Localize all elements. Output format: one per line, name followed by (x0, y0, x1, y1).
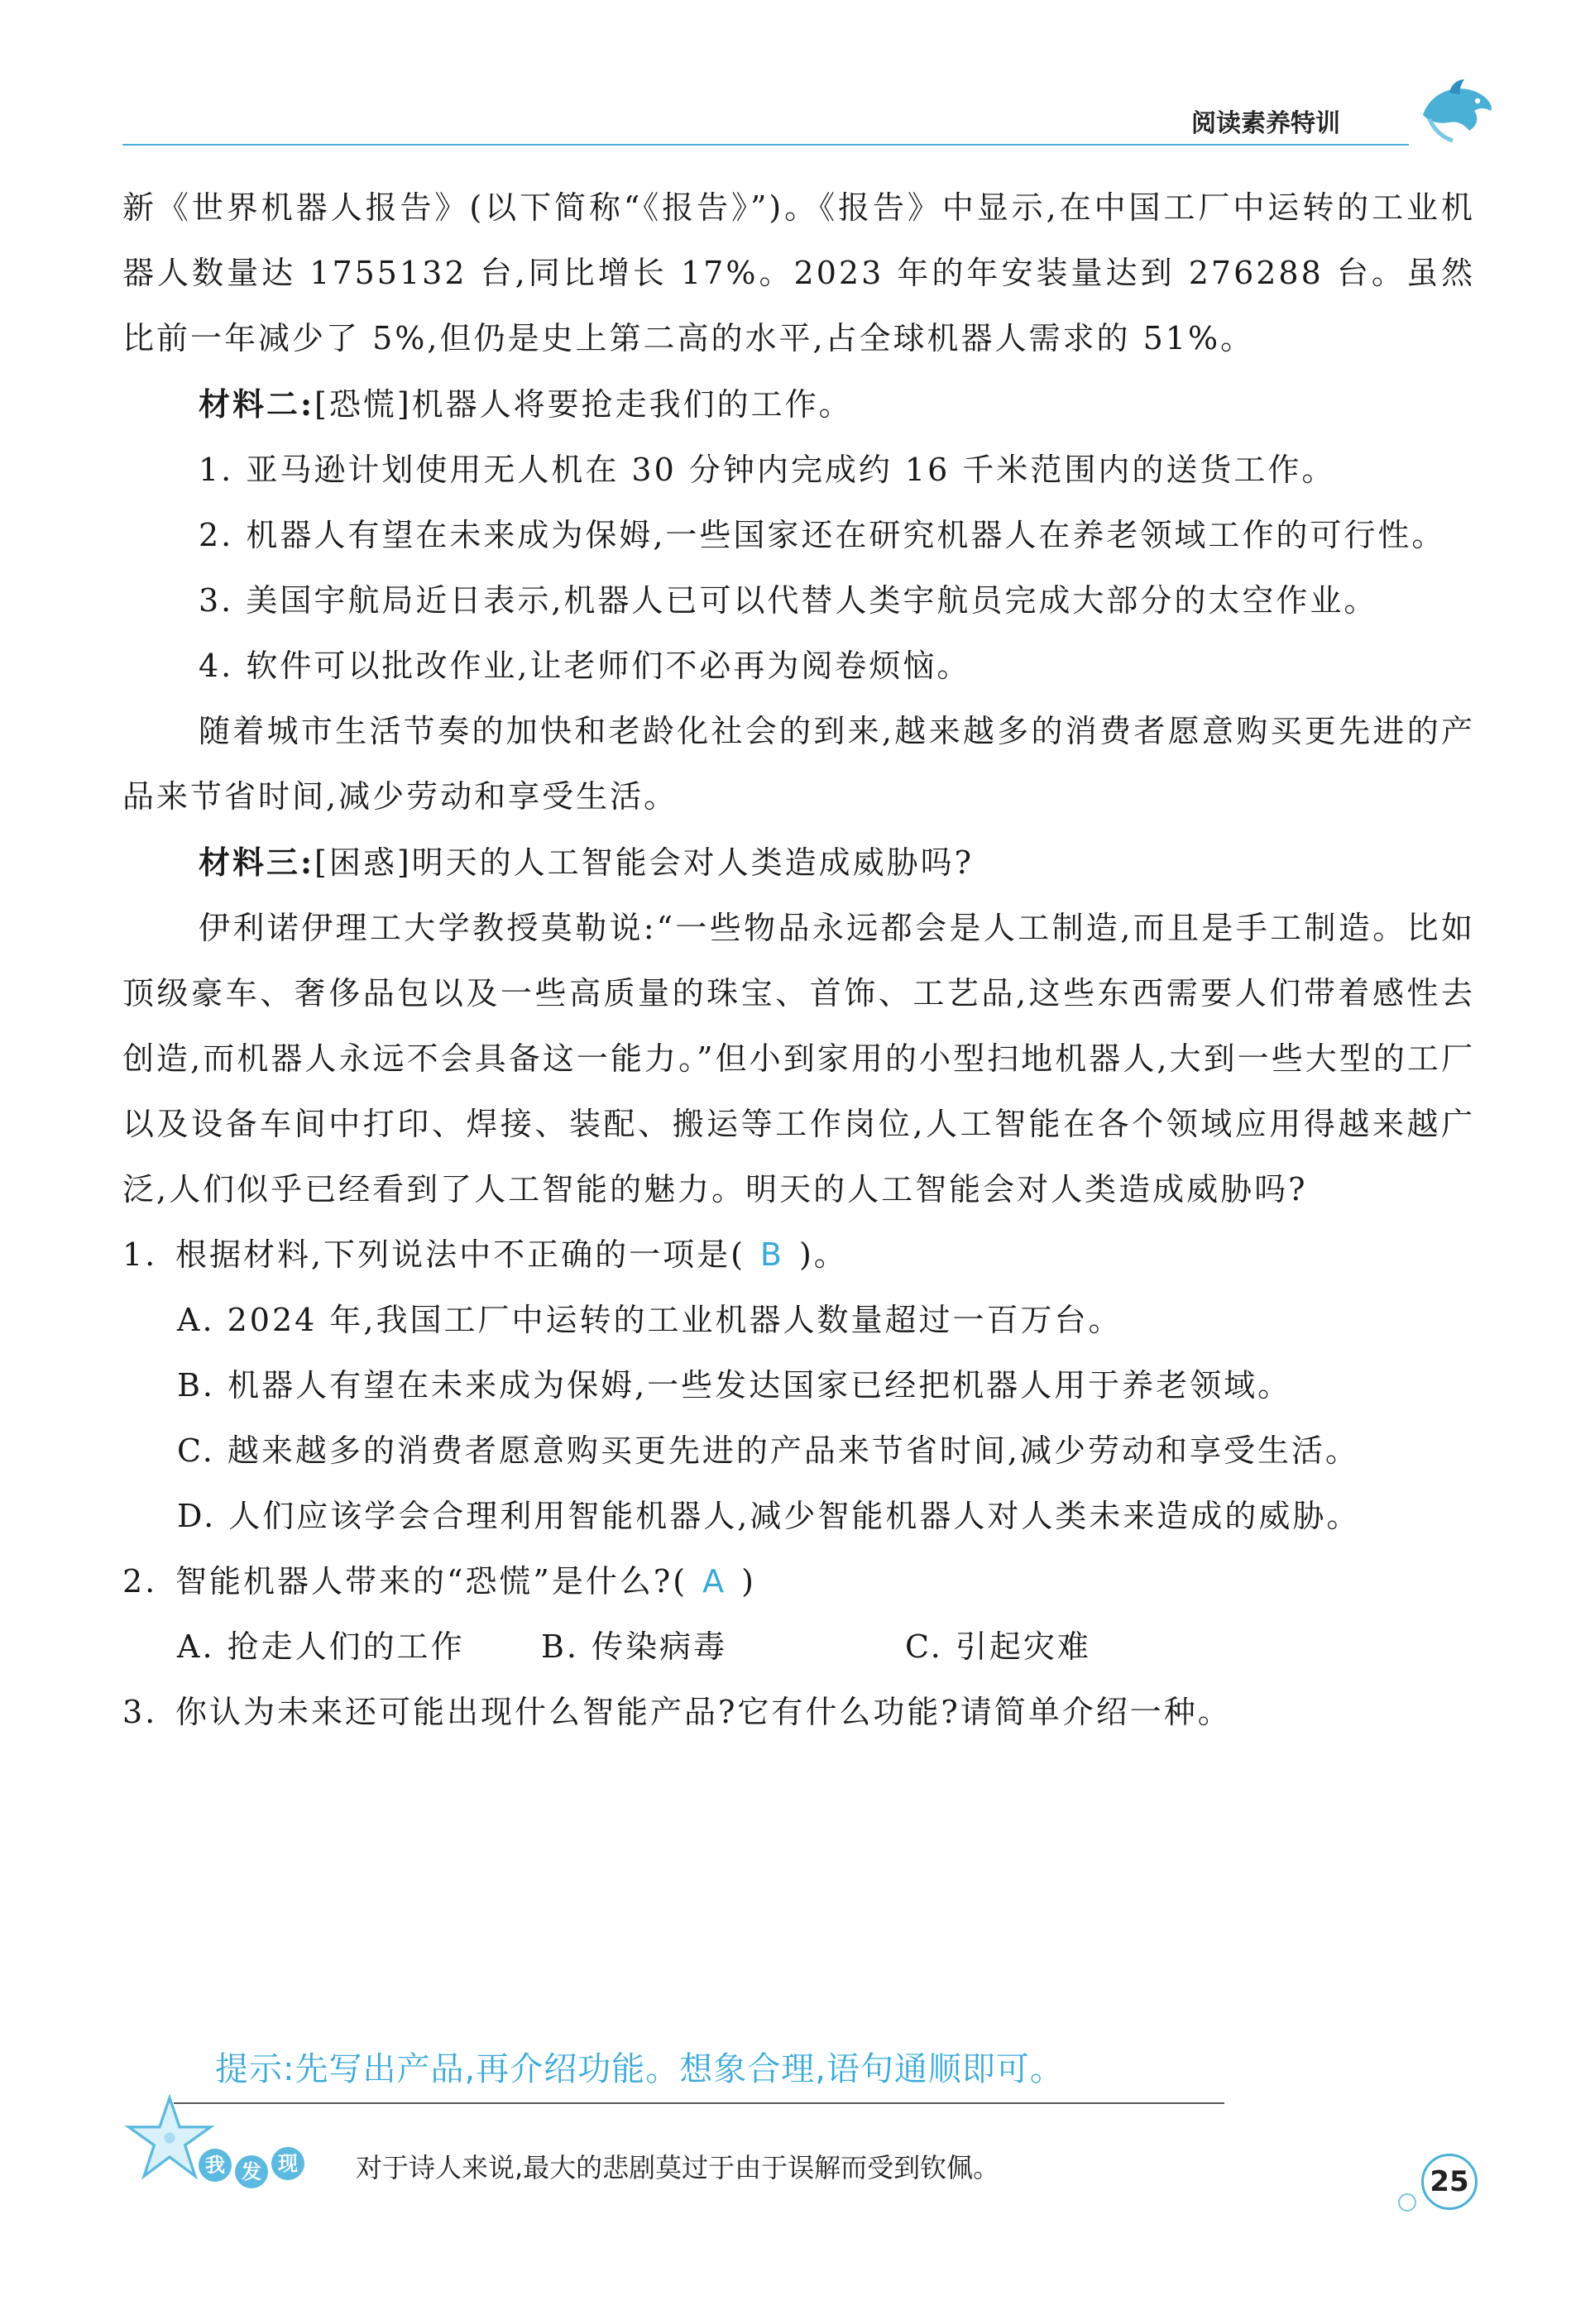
question-1-stem: 根据材料,下列说法中不正确的一项是( (175, 1236, 745, 1273)
question-2-options (122, 1614, 1475, 1680)
header-title: 阅读素养特训 (1191, 109, 1340, 138)
footer-dot (1398, 2193, 1416, 2212)
passage-paragraph-1: 新《世界机器人报告》(以下简称“《报告》”)。《报告》中显示,在中国工厂中运转的工业机器人数量达 1755132 台,同比增长 17%。2023 年的年安装量达到 276288 台。虽然比前一年减少了 5%,但仍是史上第二高的水平,占全球机器人需求的 51%。 (122, 189, 1475, 356)
question-1-stem-end: )。 (798, 1236, 848, 1273)
question-2-stem: 智能机器人带来的“恐慌”是什么?( (175, 1563, 688, 1600)
page-number: 25 (1421, 2154, 1478, 2210)
material-two-item: 1. 亚马逊计划使用无人机在 30 分钟内完成约 16 千米范围内的送货工作。 (199, 452, 1336, 488)
question-number: 3. (122, 1694, 158, 1730)
question-1-option: A. 2024 年,我国工厂中运转的工业机器人数量超过一百万台。 (177, 1302, 1123, 1338)
question-3 (122, 1680, 1475, 1745)
question-2-stem-end: ) (741, 1563, 756, 1600)
footer-badge-char: 我 (199, 2149, 232, 2182)
question-1 (122, 1222, 1475, 1288)
question-2-option: C. 引起灾难 (905, 1628, 1091, 1665)
question-2 (122, 1549, 1475, 1614)
question-3-hint: 提示:先写出产品,再介绍功能。想象合理,语句通顺即可。 (215, 2050, 1064, 2088)
footer-quote: 对于诗人来说,最大的悲剧莫过于由于误解而受到钦佩。 (356, 2152, 1000, 2183)
header-rule (122, 144, 1409, 146)
question-1-option: C. 越来越多的消费者愿意购买更先进的产品来节省时间,减少劳动和享受生活。 (177, 1432, 1359, 1469)
question-3-stem: 你认为未来还可能出现什么智能产品?它有什么功能?请简单介绍一种。 (175, 1694, 1232, 1730)
dolphin-icon (1415, 69, 1497, 152)
material-two-label: 材料二: (199, 385, 315, 423)
question-2-option: B. 传染病毒 (541, 1628, 728, 1665)
material-two-item: 4. 软件可以批改作业,让老师们不必再为阅卷烦恼。 (199, 648, 971, 684)
question-number: 2. (122, 1563, 158, 1600)
material-two-title: [恐慌]机器人将要抢走我们的工作。 (314, 386, 853, 423)
footer-badge-char: 现 (271, 2147, 304, 2180)
question-1-option: D. 人们应该学会合理利用智能机器人,减少智能机器人对人类未来造成的威胁。 (177, 1498, 1361, 1534)
material-three-title: [困惑]明天的人工智能会对人类造成威胁吗? (314, 844, 975, 881)
question-1-answer: B (759, 1236, 784, 1273)
question-1-option: B. 机器人有望在未来成为保姆,一些发达国家已经把机器人用于养老领域。 (177, 1367, 1292, 1403)
question-2-option: A. 抢走人们的工作 (177, 1628, 465, 1665)
material-two-item: 2. 机器人有望在未来成为保姆,一些国家还在研究机器人在养老领域工作的可行性。 (199, 517, 1446, 553)
passage-paragraph-city: 随着城市生活节奏的加快和老龄化社会的到来,越来越多的消费者愿意购买更先进的产品来节省时间,减少劳动和享受生活。 (122, 713, 1475, 815)
reading-passage (122, 175, 1475, 1745)
material-three-label: 材料三: (199, 844, 315, 881)
material-three-heading (122, 830, 1475, 896)
question-2-answer: A (702, 1563, 727, 1600)
material-two-item: 3. 美国宇航局近日表示,机器人已可以代替人类宇航员完成大部分的太空作业。 (199, 582, 1378, 619)
material-two-heading (122, 371, 1475, 438)
passage-paragraph-illinois: 伊利诺伊理工大学教授莫勒说:“一些物品永远都会是人工制造,而且是手工制造。比如顶级豪车、奢侈品包以及一些高质量的珠宝、首饰、工艺品,这些东西需要人们带着感性去创造,而机器人永远不会具备这一能力。”但小到家用的小型扫地机器人,大到一些大型的工厂以及设备车间中打印、焊接、装配、搬运等工作岗位,人工智能在各个领域应用得越来越广泛,人们似乎已经看到了人工智能的魅力。明天的人工智能会对人类造成威胁吗? (122, 910, 1475, 1207)
footer-badge-char: 发 (235, 2155, 268, 2188)
question-number: 1. (122, 1236, 158, 1273)
